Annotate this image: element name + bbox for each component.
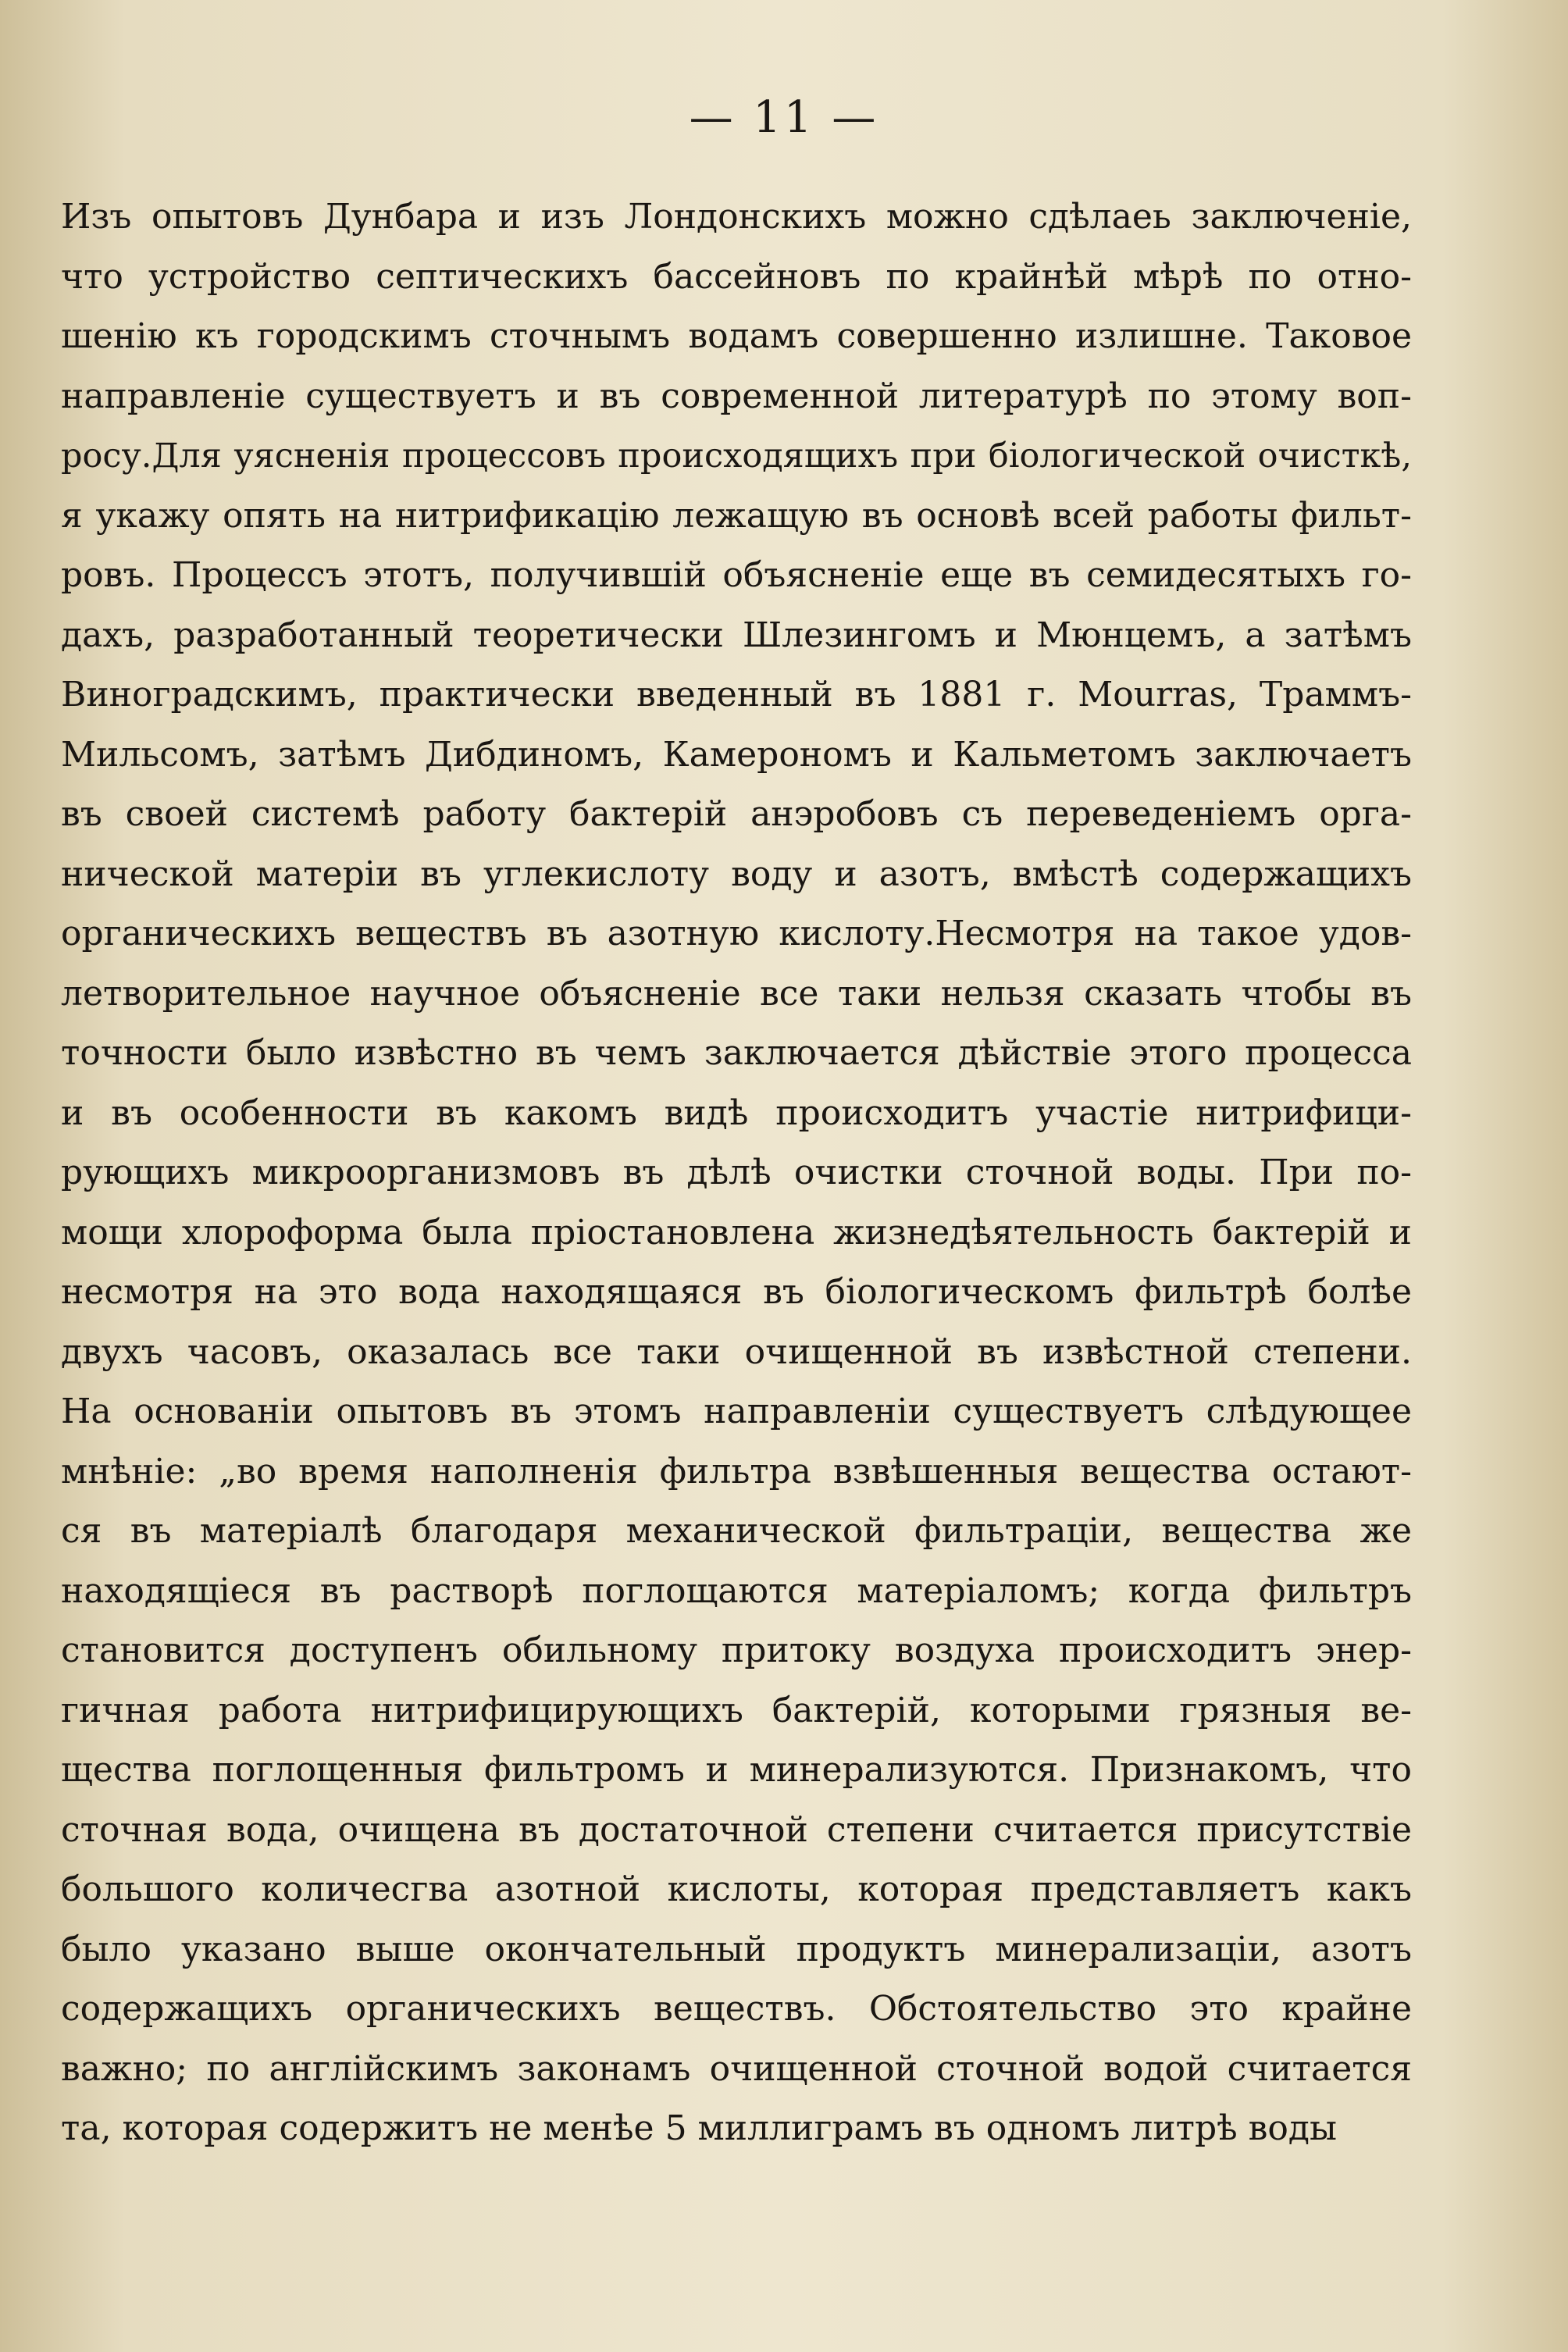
text-line: дахъ, разработанный теоретически Шлезингомъ и Мюнцемъ, а затѣмъ — [61, 615, 1412, 655]
text-line: я укажу опять на нитрификацію лежащую въ основѣ всей работы фильт- — [61, 495, 1412, 536]
text-line: мнѣніе: „во время наполненія фильтра взвѣшенныя вещества остают- — [61, 1451, 1412, 1491]
text-line: летворительное научное объясненіе все таки нельзя сказать чтобы въ — [61, 973, 1412, 1014]
text-line: щества поглощенныя фильтромъ и минерализуются. Признакомъ, что — [61, 1750, 1412, 1790]
text-line: Виноградскимъ, практически введенный въ 1881 г. Mourras, Траммъ- — [61, 675, 1412, 715]
text-line: мощи хлороформа была пріостановлена жизнедѣятельность бактерій и — [61, 1212, 1412, 1253]
text-line: сточная вода, очищена въ достаточной степени считается присутствіе — [61, 1809, 1412, 1850]
text-line: гичная работа нитрифицирующихъ бактерій, которыми грязныя ве- — [61, 1690, 1412, 1730]
text-line: ся въ матеріалѣ благодаря механической фильтраціи, вещества же — [61, 1511, 1412, 1551]
text-line: большого количесгва азотной кислоты, которая представляетъ какъ — [61, 1869, 1412, 1909]
page-number: — 11 — — [689, 92, 879, 143]
text-line: находящіеся въ растворѣ поглощаются матеріаломъ; когда фильтръ — [61, 1570, 1412, 1611]
text-line: въ своей системѣ работу бактерій анэробовъ съ переведеніемъ орга- — [61, 794, 1412, 834]
body-text — [61, 187, 1412, 2159]
text-line: что устройство септическихъ бассейновъ по крайнѣй мѣрѣ по отно- — [61, 256, 1412, 297]
text-line: Изъ опытовъ Дунбара и изъ Лондонскихъ можно сдѣлаеь заключеніе, — [61, 197, 1412, 237]
text-line: На основаніи опытовъ въ этомъ направленіи существуетъ слѣдующее — [61, 1392, 1412, 1431]
text-line: важно; по англійскимъ законамъ очищенной сточной водой считается — [61, 2048, 1412, 2089]
text-line: росу.Для уясненія процессовъ происходящихъ при біологической очисткѣ, — [61, 437, 1412, 476]
text-line: та, которая содержитъ не менѣе 5 миллиграмъ въ одномъ литрѣ воды — [61, 2108, 1338, 2148]
text-line: рующихъ микроорганизмовъ въ дѣлѣ очистки сточной воды. При по- — [61, 1153, 1412, 1192]
text-line: нической матеріи въ углекислоту воду и азотъ, вмѣстѣ содержащихъ — [61, 853, 1412, 894]
text-line: точности было извѣстно въ чемъ заключается дѣйствіе этого процесса — [61, 1033, 1412, 1073]
text-line: становится доступенъ обильному притоку воздуха происходитъ энер- — [61, 1630, 1412, 1670]
text-line: и въ особенности въ какомъ видѣ происходитъ участіе нитрифици- — [61, 1092, 1412, 1133]
text-line: несмотря на это вода находящаяся въ біологическомъ фильтрѣ болѣе — [61, 1272, 1412, 1312]
text-line: шенію къ городскимъ сточнымъ водамъ совершенно излишне. Таковое — [61, 316, 1412, 356]
text-line: содержащихъ органическихъ веществъ. Обстоятельство это крайне — [61, 1989, 1412, 2029]
text-line: органическихъ веществъ въ азотную кислоту.Несмотря на такое удов- — [61, 914, 1412, 953]
text-line: было указано выше окончательный продуктъ минерализаціи, азотъ — [61, 1929, 1412, 1969]
text-line: Мильсомъ, затѣмъ Дибдиномъ, Камерономъ и Кальметомъ заключаетъ — [61, 734, 1412, 775]
text-line: направленіе существуетъ и въ современной литературѣ по этому воп- — [61, 376, 1412, 416]
text-line: ровъ. Процессъ этотъ, получившій объясненіе еще въ семидесятыхъ го- — [61, 555, 1412, 595]
text-line: двухъ часовъ, оказалась все таки очищенной въ извѣстной степени. — [61, 1331, 1412, 1372]
